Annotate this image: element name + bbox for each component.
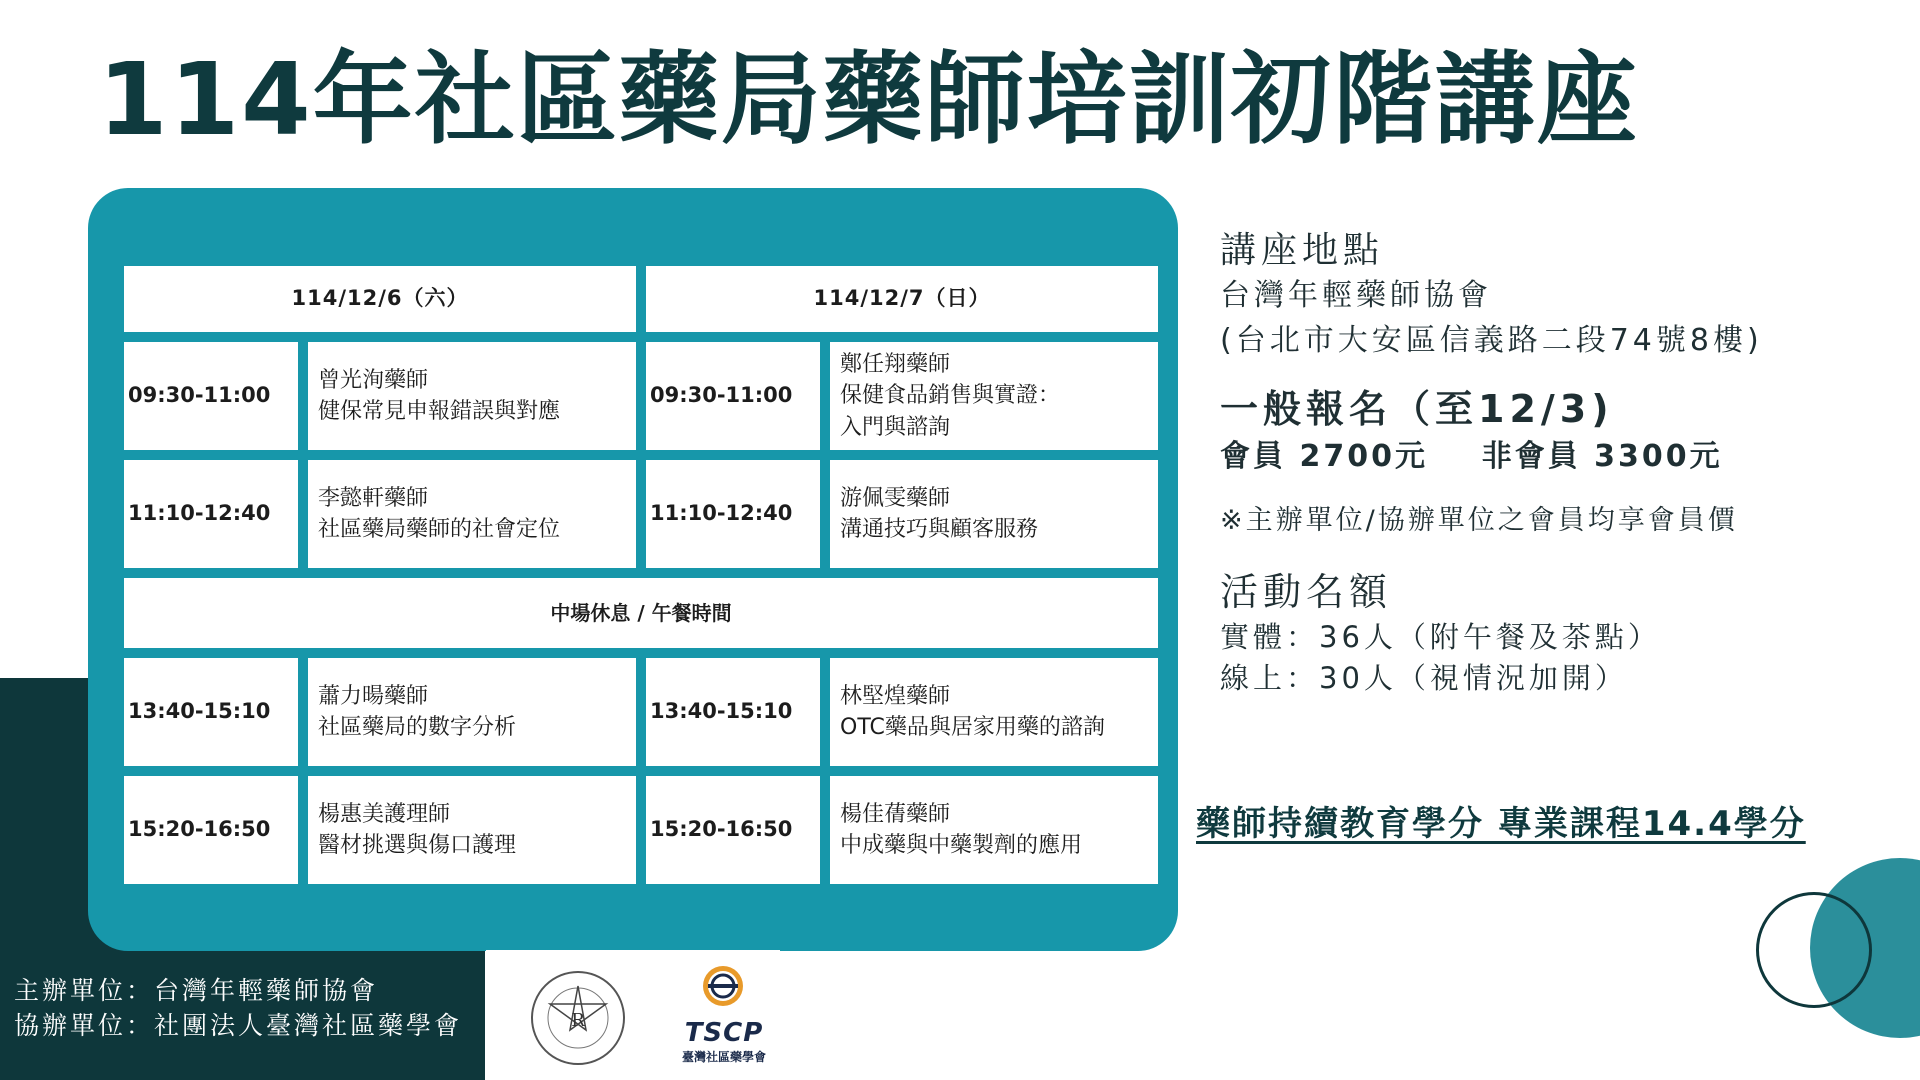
registration-fees: 會員 2700元 非會員 3300元 [1220,439,1723,475]
speaker-name: 蕭力暘藥師 [318,683,429,709]
organizers [14,974,462,1043]
day1-session-4 [308,776,636,884]
session-topic: 保健食品銷售與實證： [840,383,1061,409]
day1-header: 114/12/6（六） [124,266,636,332]
day1-session-1 [308,342,636,450]
event-info [1220,228,1910,700]
quota-onsite: 實體：36人（附午餐及茶點） [1220,620,1661,655]
page-title: 114年社區藥局藥師培訓初階講座 [98,41,1639,158]
session-topic: 健保常見申報錯誤與對應 [318,399,561,424]
speaker-name: 游佩雯藥師 [840,485,951,511]
day1-time-1: 09:30-11:00 [124,342,298,450]
venue-address: (台北市大安區信義路二段74號8樓) [1220,323,1763,358]
day2-session-4 [830,776,1158,884]
speaker-name: 楊佳蒨藥師 [840,801,951,827]
session-topic: 社區藥局藥師的社會定位 [318,517,561,542]
svg-text:R: R [571,1010,585,1031]
day2-time-2: 11:10-12:40 [646,460,820,568]
session-topic: OTC藥品與居家用藥的諮詢 [840,715,1105,740]
day1-time-4: 15:20-16:50 [124,776,298,884]
day1-time-3: 13:40-15:10 [124,658,298,766]
quota-online: 線上：30人（視情況加開） [1220,661,1628,696]
speaker-name: 李懿軒藥師 [318,485,429,511]
speaker-name: 曾光洵藥師 [318,367,429,393]
member-note: ※主辦單位/協辦單位之會員均享會員價 [1220,505,1738,537]
day2-time-3: 13:40-15:10 [646,658,820,766]
break-row: 中場休息 / 午餐時間 [124,578,1158,648]
day1-session-3 [308,658,636,766]
session-topic: 社區藥局的數字分析 [318,715,517,740]
session-topic: 溝通技巧與顧客服務 [840,517,1039,542]
venue-name: 台灣年輕藥師協會 [1220,278,1492,313]
day2-header: 114/12/7（日） [646,266,1158,332]
day2-session-2 [830,460,1158,568]
schedule-table [124,266,1142,884]
tscp-logo-text: TSCP [684,1018,764,1048]
day2-time-1: 09:30-11:00 [646,342,820,450]
speaker-name: 林堅煌藥師 [840,683,951,709]
host-organizer: 主辦單位：台灣年輕藥師協會 [14,976,379,1005]
day1-session-2 [308,460,636,568]
taiwan-young-pharmacist-logo [528,968,628,1068]
session-topic-line2: 入門與諮詢 [840,414,951,440]
day1-time-2: 11:10-12:40 [124,460,298,568]
tscp-logo-subtitle: 臺灣社區藥學會 [681,1050,766,1064]
venue-label: 講座地點 [1220,230,1385,271]
speaker-name: 楊惠美護理師 [318,801,451,827]
quota-label: 活動名額 [1220,569,1393,614]
co-host-organizer: 協辦單位：社團法人臺灣社區藥學會 [14,1010,463,1040]
day2-session-1 [830,342,1158,450]
speaker-name: 鄭任翔藥師 [840,352,951,378]
session-topic: 醫材挑選與傷口護理 [318,833,517,858]
day2-session-3 [830,658,1158,766]
day2-time-4: 15:20-16:50 [646,776,820,884]
session-topic: 中成藥與中藥製劑的應用 [840,833,1083,858]
decorative-circle-ring [1756,892,1872,1008]
credit-banner: 藥師持續教育學分 專業課程14.4學分 [1196,804,1806,844]
registration-label: 一般報名（至12/3) [1220,387,1614,431]
